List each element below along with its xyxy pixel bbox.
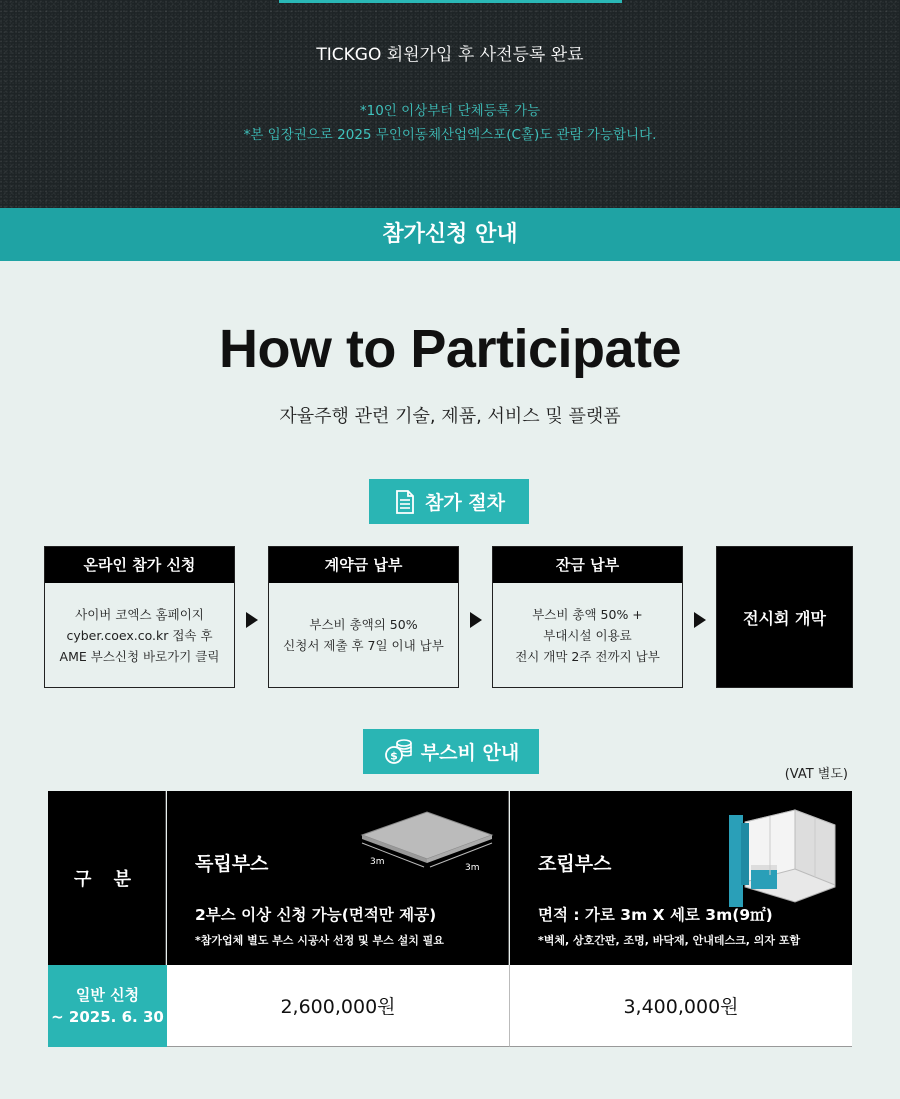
- step-title: 온라인 참가 신청: [45, 547, 234, 583]
- svg-text:$: $: [389, 749, 398, 762]
- fee-tag-label: 부스비 안내: [420, 742, 520, 764]
- vat-note: (VAT 별도): [784, 767, 848, 782]
- step-line: 부스비 총액 50% +: [532, 606, 643, 622]
- step-title: 계약금 납부: [269, 547, 458, 583]
- booth-description: 2부스 이상 신청 가능(면적만 제공): [195, 906, 437, 924]
- step-line: 전시 개막 2주 전까지 납부: [515, 648, 660, 664]
- step-line: cyber.coex.co.kr 접속 후: [66, 627, 213, 643]
- step-line: 부스비 총액의 50%: [309, 617, 418, 632]
- step-online-apply: [44, 546, 235, 688]
- document-icon: [393, 489, 417, 515]
- booth-independent: [167, 791, 509, 965]
- booth-note: *참가업체 별도 부스 시공사 선정 및 부스 설치 필요: [195, 934, 444, 947]
- step-line: 신청서 제출 후 7일 이내 납부: [283, 638, 444, 653]
- step-balance: [492, 546, 683, 688]
- booth-title: 독립부스: [195, 853, 269, 875]
- category-header: 구 분: [48, 791, 166, 965]
- signup-text: TICKGO 회원가입 후 사전등록 완료: [316, 45, 584, 65]
- dimension-label: 3m: [370, 857, 385, 867]
- step-exhibition-open: 전시회 개막: [716, 546, 853, 688]
- booth-title: 조립부스: [538, 853, 612, 875]
- apply-label-line: 일반 신청: [75, 986, 140, 1004]
- general-apply-label: [48, 965, 167, 1047]
- group-note: *10인 이상부터 단체등록 가능: [359, 103, 541, 119]
- price-independent: 2,600,000원: [167, 965, 510, 1047]
- top-banner: [0, 0, 900, 208]
- step-deposit: [268, 546, 459, 688]
- price-assembled: 3,400,000원: [510, 965, 852, 1047]
- accent-bar: [279, 0, 622, 3]
- booth-assembled: [510, 791, 852, 965]
- section-band: 참가신청 안내: [0, 208, 900, 261]
- page-title: How to Participate: [218, 319, 682, 379]
- ticket-note: *본 입장권으로 2025 무인이동체산업엑스포(C홀)도 관람 가능합니다.: [243, 127, 657, 143]
- procedure-tag: [369, 479, 529, 524]
- arrow-right-icon: [470, 612, 482, 628]
- procedure-tag-label: 참가 절차: [424, 492, 506, 514]
- step-title: 잔금 납부: [493, 547, 682, 583]
- page-subtitle: 자율주행 관련 기술, 제품, 서비스 및 플랫폼: [279, 406, 621, 427]
- booth-illustration-icon: [725, 807, 840, 912]
- booth-note: *벽체, 상호간판, 조명, 바닥재, 안내데스크, 의자 포함: [538, 934, 801, 947]
- coins-icon: [383, 737, 413, 767]
- arrow-right-icon: [694, 612, 706, 628]
- step-line: 사이버 코엑스 홈페이지: [75, 606, 204, 622]
- arrow-right-icon: [246, 612, 258, 628]
- fee-tag: [363, 729, 539, 774]
- booth-description: 면적 : 가로 3m X 세로 3m(9㎡): [538, 906, 773, 924]
- dimension-label: 3m: [465, 863, 480, 873]
- step-line: AME 부스신청 바로가기 클릭: [59, 648, 220, 664]
- apply-deadline: ~ 2025. 6. 30: [51, 1008, 164, 1026]
- floor-plan-icon: [352, 807, 502, 879]
- fee-table: [48, 791, 852, 1047]
- step-line: 부대시설 이용료: [543, 627, 632, 643]
